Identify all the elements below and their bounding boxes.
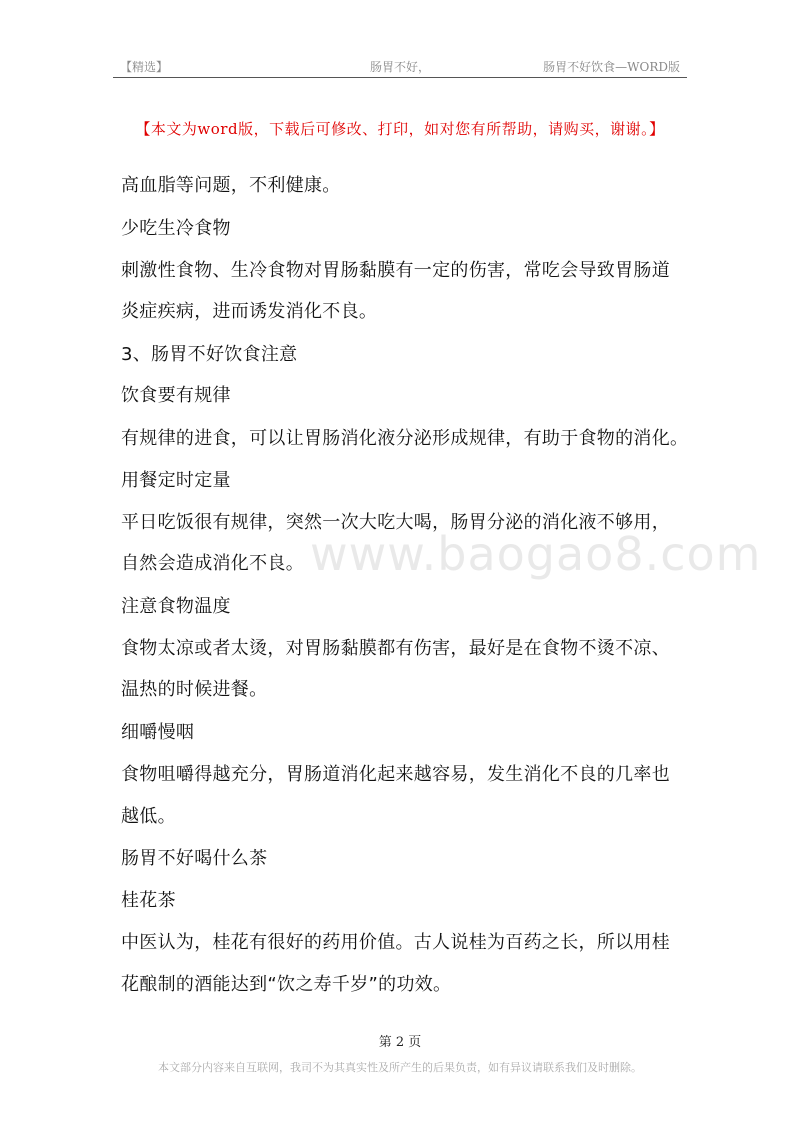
footer-disclaimer: 本文部分内容来自互联网，我司不为其真实性及所产生的后果负责，如有异议请联系我们及时删除。 [158,1061,642,1074]
header-center-label: 肠胃不好， [370,60,431,74]
page-header [113,56,687,78]
body-line: 越低。 [121,806,176,827]
header-left-label: 【精选】 [120,60,169,74]
section-heading: 桂花茶 [121,890,176,911]
body-line: 食物太凉或者太烫，对胃肠黏膜都有伤害，最好是在食物不烫不凉、 [121,638,670,659]
body-line: 刺激性食物、生冷食物对胃肠黏膜有一定的伤害，常吃会导致胃肠道 [121,260,670,281]
section-heading: 肠胃不好喝什么茶 [121,848,268,869]
header-right-label: 肠胃不好饮食—WORD版 [543,60,680,74]
section-heading: 用餐定时定量 [121,470,231,491]
section-heading: 少吃生冷食物 [121,218,231,239]
page-number: 第 2 页 [378,1035,422,1050]
body-line: 花酿制的酒能达到“饮之寿千岁”的功效。 [121,974,452,995]
section-heading: 注意食物温度 [121,596,231,617]
body-line: 中医认为，桂花有很好的药用价值。古人说桂为百药之长，所以用桂 [121,932,670,953]
edit-notice: 【本文为word版，下载后可修改、打印，如对您有所帮助，请购买，谢谢。】 [135,120,665,138]
watermark: www.baogao8.com [310,527,762,581]
body-line: 高血脂等问题，不利健康。 [121,175,341,196]
body-line: 平日吃饭很有规律，突然一次大吃大喝，肠胃分泌的消化液不够用， [121,512,670,533]
section-heading: 3、肠胃不好饮食注意 [121,344,298,365]
body-line: 食物咀嚼得越充分，胃肠道消化起来越容易，发生消化不良的几率也 [121,764,670,785]
section-heading: 细嚼慢咽 [121,722,195,743]
body-line: 有规律的进食，可以让胃肠消化液分泌形成规律，有助于食物的消化。 [121,428,689,449]
body-line: 温热的时候进餐。 [121,679,268,700]
body-line: 炎症疾病，进而诱发消化不良。 [121,301,378,322]
body-line: 自然会造成消化不良。 [121,553,304,574]
section-heading: 饮食要有规律 [121,385,231,406]
